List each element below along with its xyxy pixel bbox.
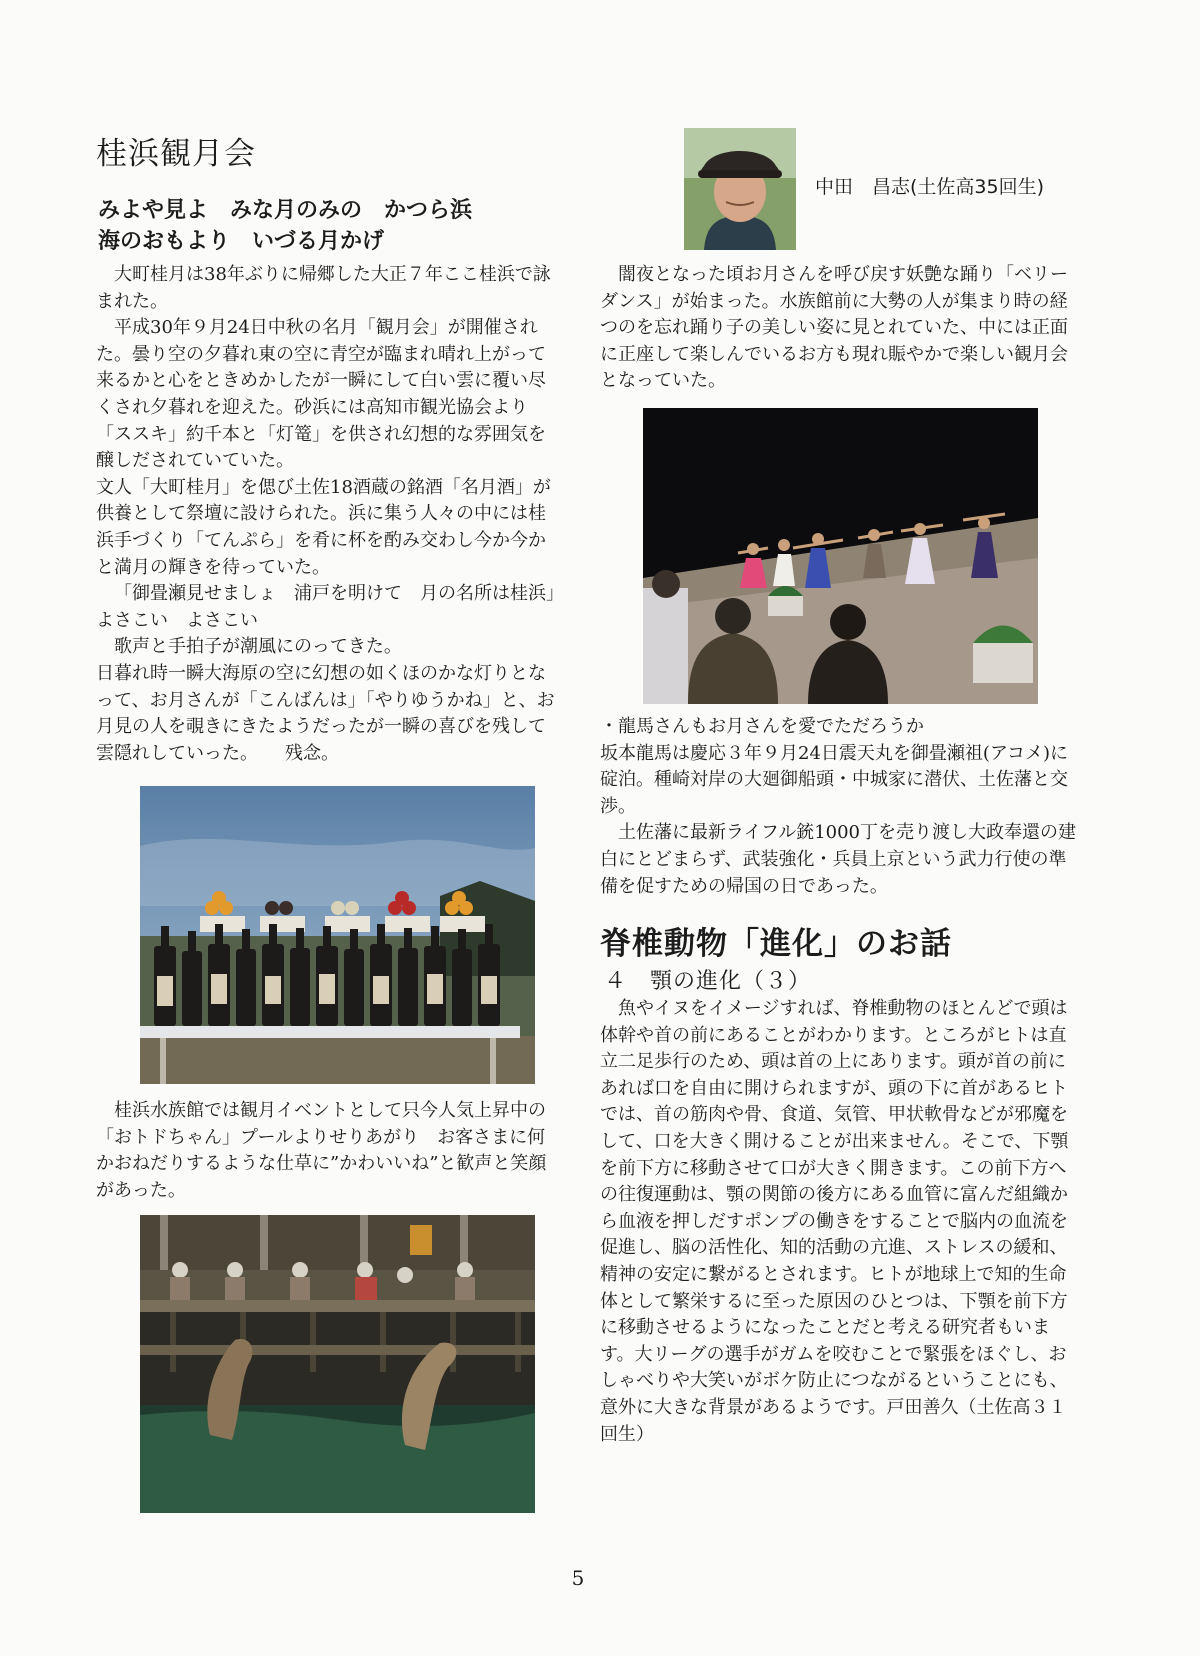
left-paragraph: 平成30年９月24日中秋の名月「観月会」が開催された。曇り空の夕暮れ東の空に青空が臨まれ晴れ上がって来るかと心をときめかしたが一瞬にして白い雲に覆い尽くされ夕暮れを迎えた。砂浜には高知市観光協会より「ススキ」約千本と「灯篭」を供され幻想的な雰囲気を醸しだされていていた。 [96, 317, 546, 472]
belly-dance-photo [643, 408, 1038, 704]
left-paragraph: 歌声と手拍子が潮風にのってきた。 [114, 636, 402, 658]
poem-line-1: みよや見よ みな月のみの かつら浜 [98, 197, 473, 223]
sea-lion-photo [140, 1215, 535, 1513]
aquarium-caption: 桂浜水族館では観月イベントとして只今人気上昇中の「おトドちゃん」プールよりせりあがり お客さまに何かおねだりするような仕草に”かわいいね”と歓声と笑顔があった。 [96, 1100, 547, 1201]
belly-dance-paragraph: 闇夜となった頃お月さんを呼び戻す妖艶な踊り「ベリーダンス」が始まった。水族館前に大勢の人が集まり時の経つのを忘れ踊り子の美しい姿に見とれていた、中には正面に正座して楽しんでいるお方も現れ賑やかで楽しい観月会となっていた。 [600, 264, 1068, 392]
page-title: 桂浜観月会 [96, 136, 256, 172]
left-paragraph: 日暮れ時一瞬大海原の空に幻想の如くほのかな灯りとなって、お月さんが「こんばんは」「やりゆうかね」と、お月見の人を覗きにきたようだったが一瞬の喜びを残して雲隠れしていった。 残念。 [96, 662, 555, 764]
left-column-text [96, 262, 558, 767]
left-paragraph: 大町桂月は38年ぶりに帰郷した大正７年ここ桂浜で詠まれた。 [96, 264, 551, 312]
sake-altar-photo [140, 786, 535, 1084]
left-paragraph: 「御畳瀬見せましょ 浦戸を明けて 月の名所は桂浜」よさこい よさこい [96, 583, 555, 631]
poem [98, 195, 472, 257]
poem-line-2: 海のおもより いづる月かげ [98, 228, 385, 254]
ryoma-paragraph: 土佐藩に最新ライフル銃1000丁を売り渡し大政奉還の建白にとどまらず、武装強化・兵員上京という武力行使の準備を促すための帰国の日であった。 [600, 822, 1077, 897]
ryoma-paragraph: 坂本龍馬は慶応３年９月24日震天丸を御畳瀬祖(アコメ)に碇泊。種崎対岸の大廻御船頭・中城家に潜伏、土佐藩と交渉。 [600, 742, 1069, 817]
article-body: 魚やイヌをイメージすれば、脊椎動物のほとんどで頭は体幹や首の前にあることがわかります。ところがヒトは直立二足歩行のため、頭は首の上にあります。頭が首の前にあれば口を自由に開けられますが、頭の下に首があるヒトでは、首の筋肉や骨、食道、気管、甲状軟骨などが邪魔をして、口を大きく開けることが出来ません。そこで、下顎を前下方に移動させて口が大きく開きます。この前下方への往復運動は、顎の関節の後方にある血管に富んだ組織から血液を押しだすポンプの働きをすることで脳内の血流を促進し、脳の活性化、知的活動の亢進、ストレスの緩和、精神の安定に繋がるとされます。ヒトが地球上で知的生命体として繁栄するに至った原因のひとつは、下顎を前下方に移動させるようになったことだと考える研究者もいます。大リーグの選手がガムを咬むことで緊張をほぐし、おしゃべりや大笑いがボケ防止につながるということにも、意外に大きな背景があるようです。戸田善久（土佐高３１回生） [600, 998, 1069, 1445]
author-name: 中田 昌志(土佐高35回生) [815, 176, 1045, 198]
left-paragraph: 文人「大町桂月」を偲び土佐18酒蔵の銘酒「名月酒」が供養として祭壇に設けられた。浜に集う人々の中には桂浜手づくり「てんぷら」を肴に杯を酌み交わし今か今かと満月の輝きを待っていた。 [96, 476, 551, 578]
author-photo [684, 128, 796, 250]
ryoma-section [600, 714, 1076, 900]
article-subheading: ４ 顎の進化（３） [604, 969, 812, 994]
ryoma-paragraph: ・龍馬さんもお月さんを愛でただろうか [600, 716, 924, 737]
article-heading: 脊椎動物「進化」のお話 [600, 926, 952, 962]
page-number: 5 [571, 1566, 585, 1590]
